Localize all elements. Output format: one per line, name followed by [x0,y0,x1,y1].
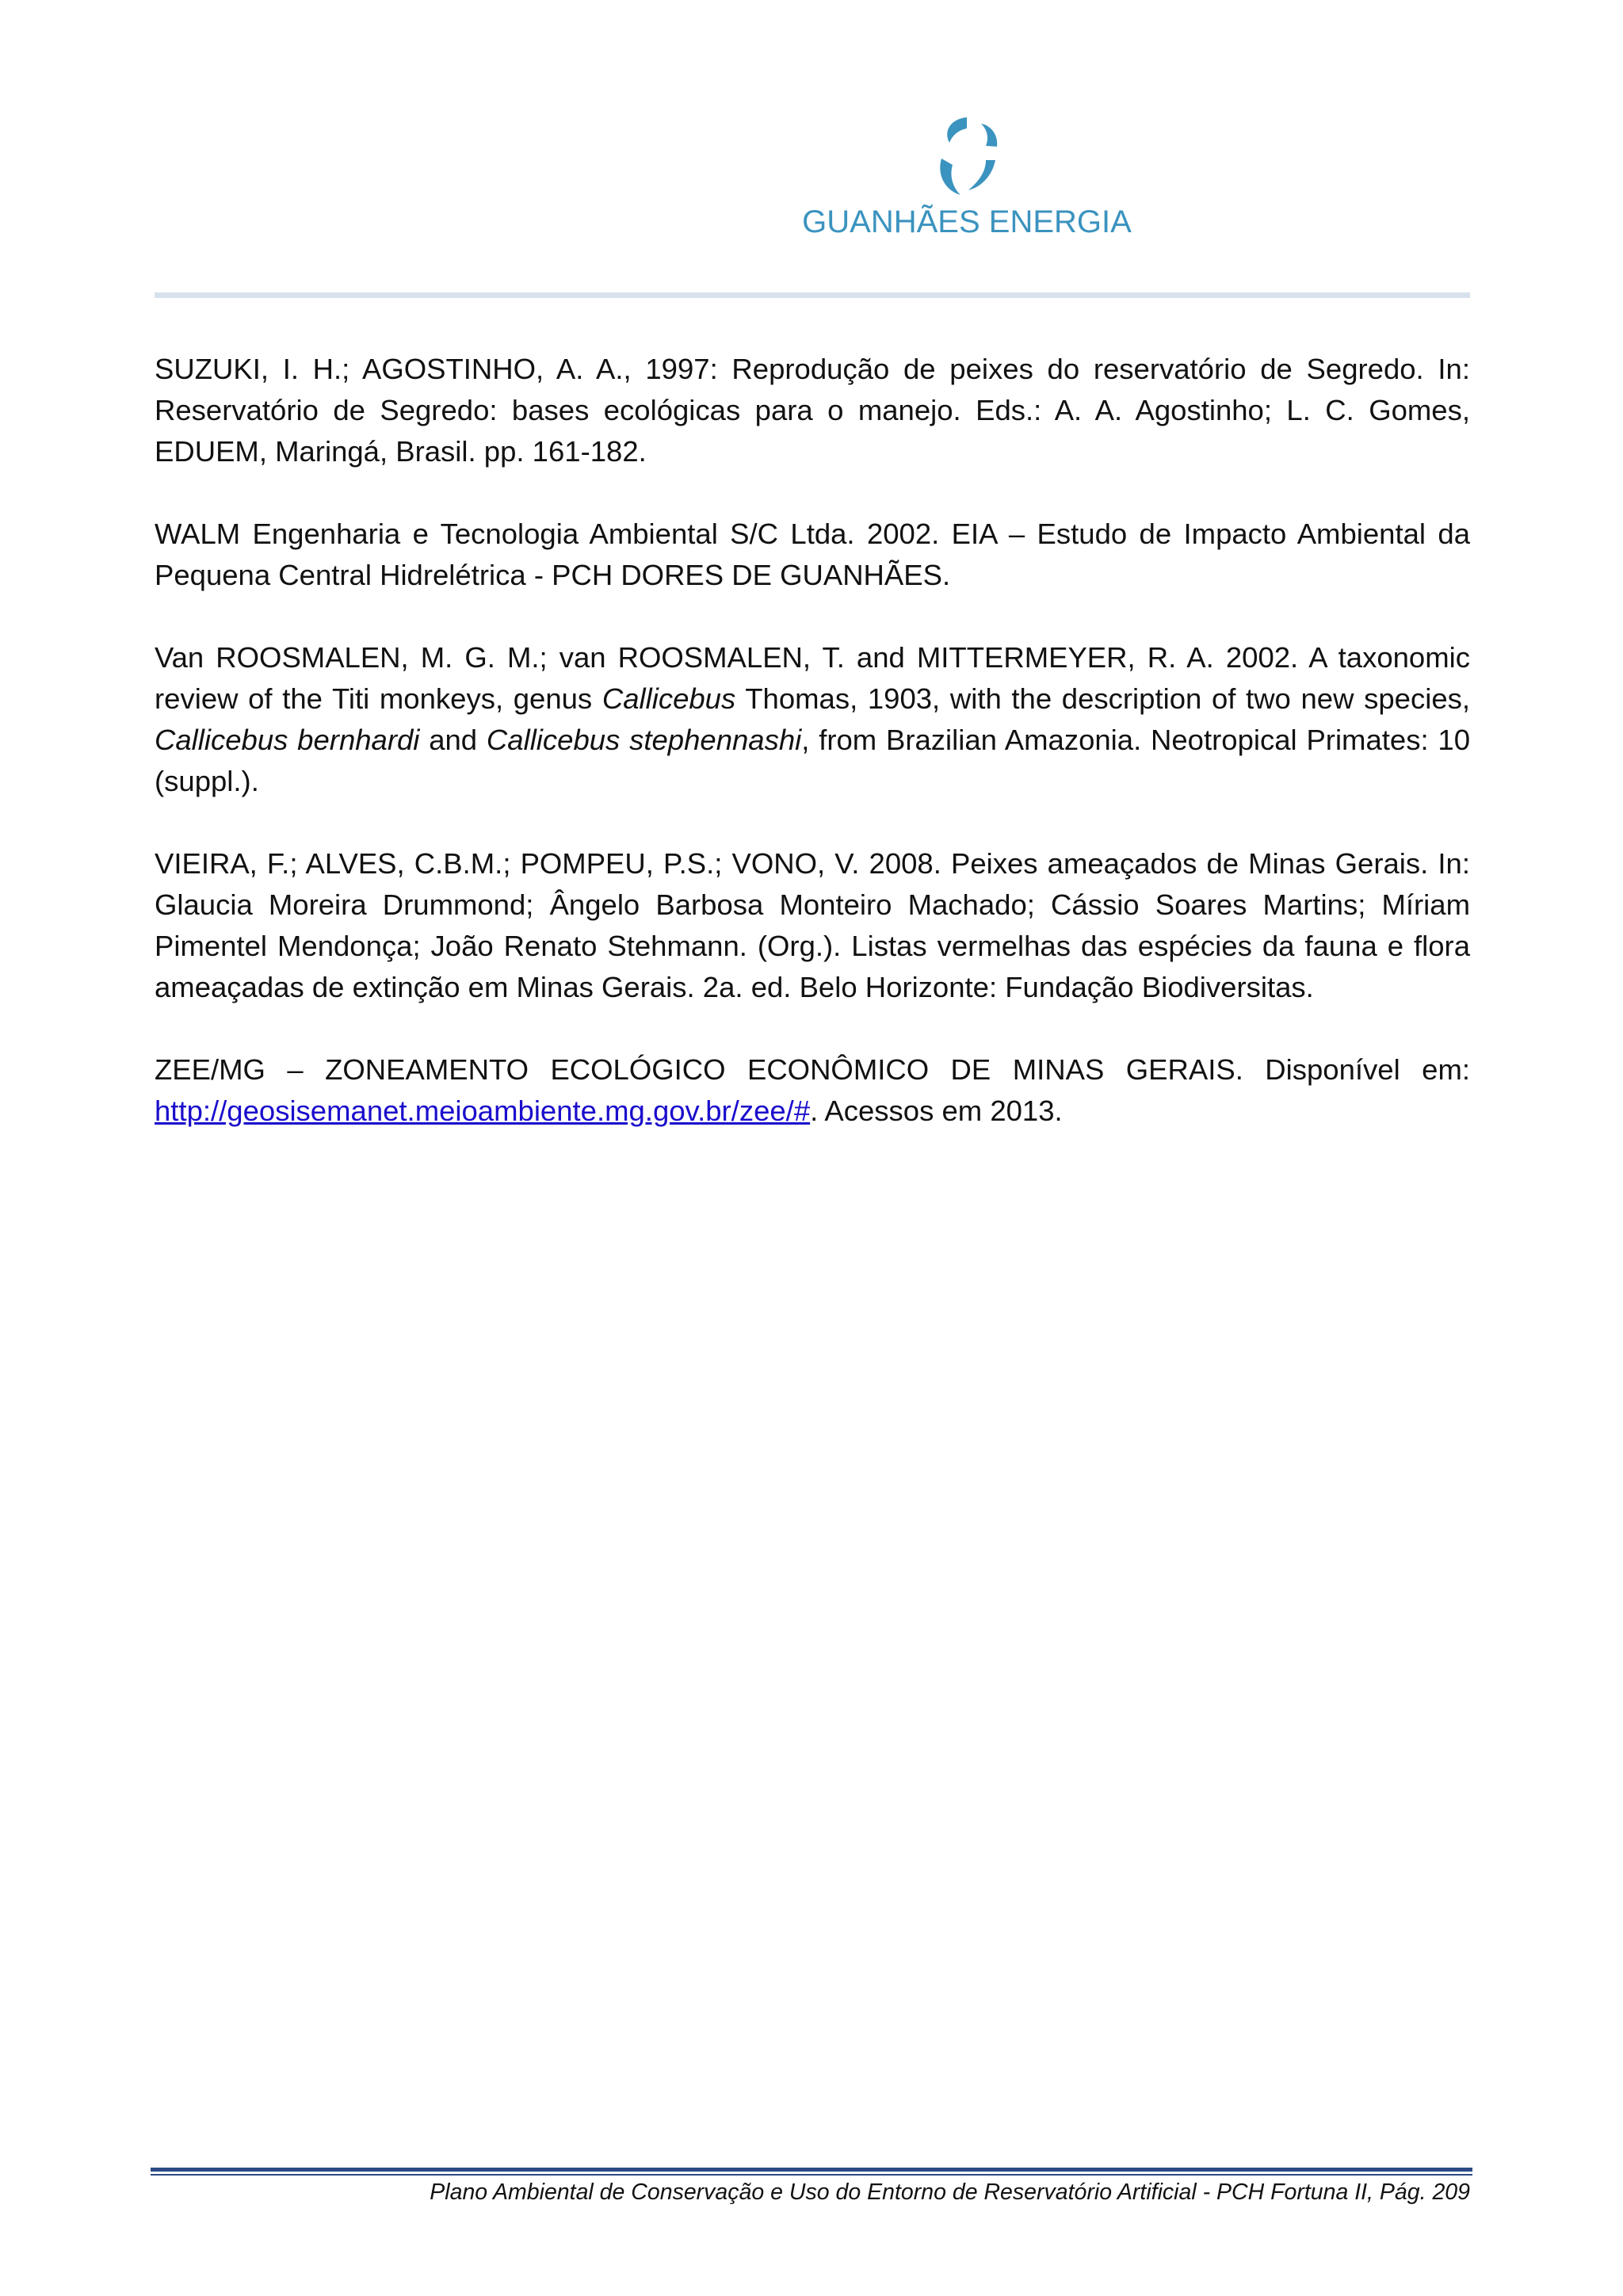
ref-text: . Acessos em 2013. [810,1095,1063,1127]
footer-caption: Plano Ambiental de Conservação e Uso do Entorno de Reservatório Artificial - PCH Fortuna II, Pág. 209 [430,2179,1470,2205]
reference-vieira: VIEIRA, F.; ALVES, C.B.M.; POMPEU, P.S.; VONO, V. 2008. Peixes ameaçados de Minas Gerais. In: Glaucia Moreira Drummond; Ângelo Barbosa Monteiro Machado; Cássio Soares Martins; Míriam Pimentel Mendonça; João Renato Stehmann. (Org.). Listas vermelhas das espécies da fauna e flora ameaçadas de extinção em Minas Gerais. 2a. ed. Belo Horizonte: Fundação Biodiversitas. [155,847,1470,1003]
company-logo [792,103,1157,254]
footer-divider-thin [151,2174,1472,2176]
ref-text: Van ROOSMALEN, M. G. M.; van ROOSMALEN, T. and MITTERMEYER, R. A. 2002. A taxonomic review of the Titi monkeys, genus [155,641,1470,715]
logo-text: GUANHÃES ENERGIA [802,204,1132,239]
header-divider [155,292,1470,298]
ref-text: and [419,724,487,756]
footer-divider [151,2168,1472,2172]
ref-text: Thomas, 1903, with the description of two new species, [735,682,1471,715]
reference-walm: WALM Engenharia e Tecnologia Ambiental S/C Ltda. 2002. EIA – Estudo de Impacto Ambiental da Pequena Central Hidrelétrica - PCH DORES DE GUANHÃES. [155,518,1470,591]
ref-text: ZEE/MG – ZONEAMENTO ECOLÓGICO ECONÔMICO DE MINAS GERAIS. Disponível em: [155,1053,1470,1086]
zee-link[interactable]: http://geosisemanet.meioambiente.mg.gov.br/zee/# [155,1095,811,1127]
reference-zee [155,1049,1470,1132]
ref-italic-genus: Callicebus [601,682,736,715]
reference-suzuki: SUZUKI, I. H.; AGOSTINHO, A. A., 1997: Reprodução de peixes do reservatório de Segredo. In: Reservatório de Segredo: bases ecológicas para o manejo. Eds.: A. A. Agostinho; L. C. Gomes, EDUEM, Maringá, Brasil. pp. 161-182. [155,353,1470,468]
reference-roosmalen [155,637,1470,802]
ref-italic-species: Callicebus bernhardi [155,724,420,756]
logo-swirl-icon [919,111,1014,206]
ref-text: , from Brazilian Amazonia. Neotropical Primates: 10 (suppl.). [155,724,1470,797]
reference-list [155,349,1470,1173]
ref-italic-species: Callicebus stephennashi [486,724,802,756]
